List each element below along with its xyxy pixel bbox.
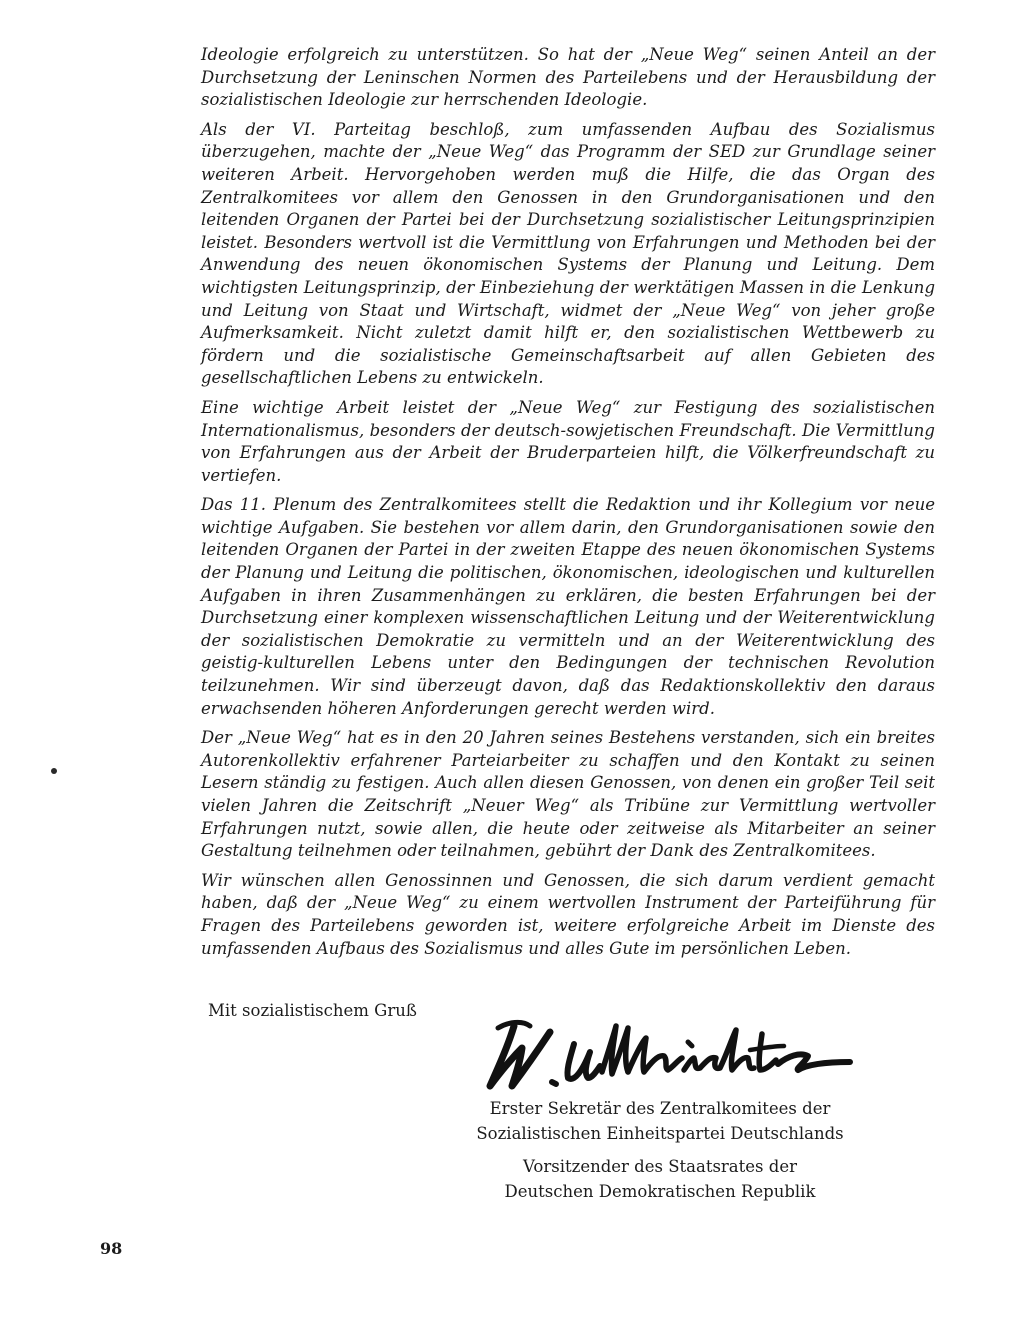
closing-salutation: Mit sozialistischem Gruß (208, 1001, 417, 1020)
title-line: Erster Sekretär des Zentralkomitees der (489, 1099, 831, 1118)
title-block-party (440, 1097, 880, 1146)
signatory-titles (440, 1097, 880, 1213)
title-line: Deutschen Demokratischen Republik (504, 1181, 816, 1201)
paragraph-wishes: Wir wünschen allen Genossinnen und Genossen, die sich darum verdient gemacht haben, daß der „Neue Weg“ zu einem wertvollen Instrument der Parteiführung für Fragen des Parteilebens geworden ist, weitere erfolgreiche Arbeit im Dienste des umfassenden Aufbaus des Sozialismus und alles Gute im persönlichen Leben. (201, 870, 935, 958)
handwritten-signature (478, 1012, 858, 1100)
print-speck (51, 768, 57, 774)
title-line: Sozialistischen Einheitspartei Deutschlands (476, 1123, 844, 1143)
title-line: Vorsitzender des Staatsrates der (523, 1157, 797, 1176)
paragraph-internationalism: Eine wichtige Arbeit leistet der „Neue Weg“ zur Festigung des sozialistischen Internationalismus, besonders der deutsch-sowjetischen Freundschaft. Die Vermittlung von Erfahrungen aus der Arbeit der Bruderparteien hilft, die Völkerfreundschaft zu vertiefen. (201, 397, 935, 485)
paragraph-party-congress: Als der VI. Parteitag beschloß, zum umfassenden Aufbau des Sozialismus überzugehen, machte der „Neue Weg“ das Programm der SED zur Grundlage seiner weiteren Arbeit. Hervorgehoben werden muß die Hilfe, die das Organ des Zentralkomitees vor allem den Genossen in den Grundorganisationen und den leitenden Organen der Partei bei der Durchsetzung sozialistischer Leitungsprinzipien leistet. Besonders wertvoll ist die Vermittlung von Erfahrungen und Methoden bei der Anwendung des neuen ökonomischen Systems der Planung und Leitung. Dem wichtigsten Leitungsprinzip, der Einbeziehung der werktätigen Massen in die Lenkung und Leitung von Staat und Wirtschaft, widmet der „Neue Weg“ von jeher große Aufmerksamkeit. Nicht zuletzt damit hilft er, den sozialistischen Wettbewerb zu fördern und die sozialistische Gemeinschaftsarbeit auf allen Gebieten des gesellschaftlichen Lebens zu entwickeln. (201, 119, 935, 388)
paragraph-authors: Der „Neue Weg“ hat es in den 20 Jahren seines Bestehens verstanden, sich ein breites Autorenkollektiv erfahrener Parteiarbeiter zu schaffen und den Kontakt zu seinen Lesern ständig zu festigen. Auch allen diesen Genossen, von denen ein großer Teil seit vielen Jahren die Zeitschrift „Neuer Weg“ als Tribüne zur Vermittlung wertvoller Erfahrungen nutzt, sowie allen, die heute oder zeitweise als Mitarbeiter an seiner Gestaltung teilnehmen oder teilnahmen, gebührt der Dank des Zentralkomitees. (201, 728, 935, 861)
paragraph-plenum: Das 11. Plenum des Zentralkomitees stellt die Redaktion und ihr Kollegium vor neue wichtige Aufgaben. Sie bestehen vor allem darin, den Grundorganisationen sowie den leitenden Organen der Partei in der zweiten Etappe des neuen ökonomischen Systems der Planung und Leitung die politischen, ökonomischen, ideologischen und kulturellen Aufgaben in ihren Zusammenhängen zu erklären, die besten Erfahrungen bei der Durchsetzung einer komplexen wissenschaftlichen Leitung und der Weiterentwicklung der sozialistischen Demokratie zu vermitteln und an der Weiterentwicklung des geistig-kulturellen Lebens unter den Bedingungen der technischen Revolution teilzunehmen. Wir sind überzeugt davon, daß das Redaktionskollektiv den daraus erwachsenden höheren Anforderungen gerecht werden wird. (201, 495, 935, 718)
letter-body (201, 44, 935, 967)
page-number: 98 (100, 1239, 123, 1258)
title-block-state (440, 1155, 880, 1204)
paragraph-continuation: Ideologie erfolgreich zu unterstützen. So hat der „Neue Weg“ seinen Anteil an der Durchsetzung der Leninschen Normen des Parteilebens und der Herausbildung der sozialistischen Ideologie zur herrschenden Ideologie. (201, 45, 935, 110)
